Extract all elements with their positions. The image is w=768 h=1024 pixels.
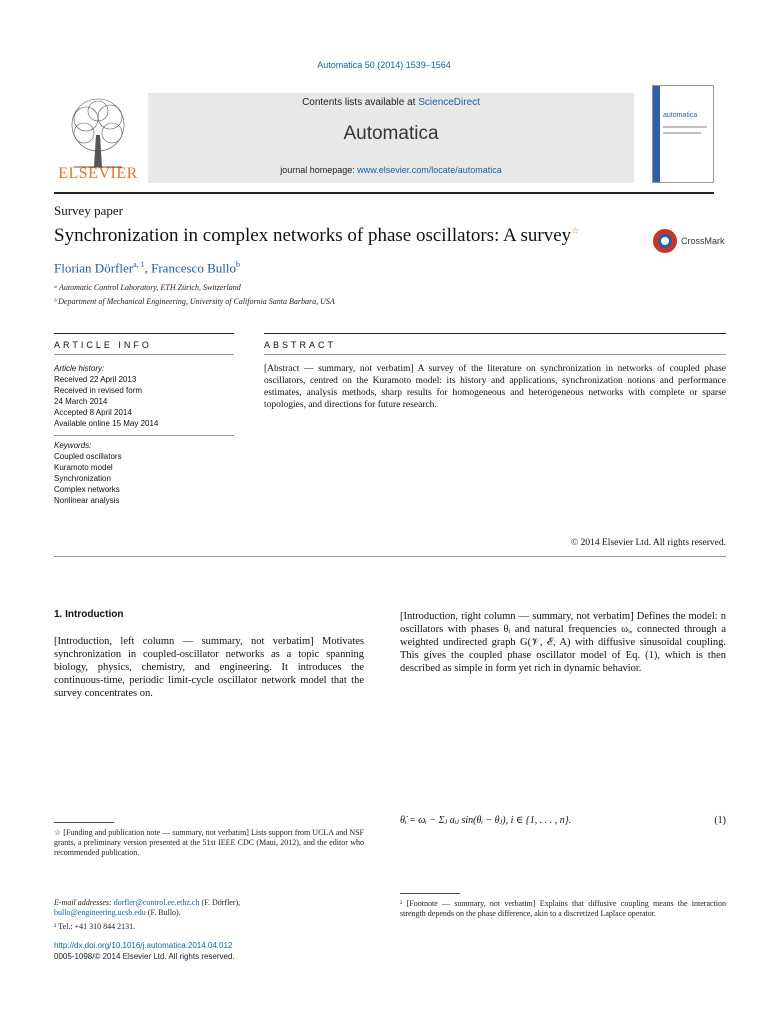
footnote-emails xyxy=(54,898,364,918)
history-online: Available online 15 May 2014 xyxy=(54,419,159,428)
email-dorfler-who: (F. Dörfler), xyxy=(199,898,241,907)
author-list xyxy=(54,260,240,276)
email-dorfler[interactable]: dorfler@control.ee.ethz.ch xyxy=(113,898,200,907)
abstract-rule xyxy=(264,333,726,334)
article-info-rule xyxy=(54,333,234,334)
history-label: Article history: xyxy=(54,364,105,373)
keywords-rule xyxy=(54,435,234,436)
email-bullo-who: (F. Bullo). xyxy=(145,908,181,917)
affiliation-b: ᵇ Department of Mechanical Engineering, University of California Santa Barbara, USA xyxy=(54,297,335,306)
history-accepted: Accepted 8 April 2014 xyxy=(54,408,132,417)
cover-stripe xyxy=(653,86,660,182)
footnote-star: ☆ [Funding and publication note — summary, not verbatim] Lists support from UCLA and NSF grants, a preliminary version presented at the 51st IEEE CDC (Maui, 2012), and the editor who recommended publication. xyxy=(54,828,364,857)
title-footnote-mark[interactable]: ☆ xyxy=(571,225,580,236)
intro-left-summary: [Introduction, left column — summary, not verbatim] Motivates synchronization in coupled-oscillator networks as a topic spanning biology, physics, chemistry, and engineering. It introduces the continuous-time, periodic limit-cycle oscillator network model that the survey concentrates on. xyxy=(54,636,364,699)
keywords-label: Keywords: xyxy=(54,441,92,450)
keyword: Nonlinear analysis xyxy=(54,496,120,505)
author-bullo[interactable]: Francesco Bullo xyxy=(151,260,236,276)
paper-title-text: Synchronization in complex networks of phase oscillators: A survey xyxy=(54,225,572,246)
history-received: Received 22 April 2013 xyxy=(54,375,137,384)
article-info-heading: ARTICLE INFO xyxy=(54,340,152,350)
homepage-line xyxy=(148,165,634,175)
abstract-copyright: © 2014 Elsevier Ltd. All rights reserved. xyxy=(571,538,726,548)
section-title-introduction: 1. Introduction xyxy=(54,609,124,620)
abstract-summary: [Abstract — summary, not verbatim] A survey of the literature on synchronization in networks of coupled phase oscillators, centred on the Kuramoto model: its history and applications, synchronization notions and performance estimates, analysis methods, sharp results for homogeneous and heterogeneous networks with complete or sparse topologies, and directions for future research. xyxy=(264,364,726,410)
crossmark-icon[interactable] xyxy=(653,229,677,253)
contents-line xyxy=(148,97,634,108)
intro-right-summary: [Introduction, right column — summary, not verbatim] Defines the model: n oscillators with phases θᵢ and natural frequencies ωᵢ, connected through a weighted undirected graph G(𝒱, ℰ, A) with diffusive sinusoidal coupling. This gives the coupled phase oscillator model of Eq. (1), which is then described as simple in form yet rich in dynamic behavior. xyxy=(400,611,726,674)
email-label: E-mail addresses: xyxy=(54,898,114,907)
journal-header-box xyxy=(148,93,634,183)
history-revised-date: 24 March 2014 xyxy=(54,397,108,406)
equation-1 xyxy=(400,815,726,826)
journal-title: Automatica xyxy=(343,123,439,144)
cover-line xyxy=(663,132,701,134)
email-bullo[interactable]: bullo@engineering.ucsb.edu xyxy=(54,908,146,917)
keyword: Synchronization xyxy=(54,474,111,483)
doi-link[interactable]: http://dx.doi.org/10.1016/j.automatica.2014.04.012 xyxy=(54,941,233,950)
intro-left-column xyxy=(54,608,364,700)
abstract-subrule xyxy=(264,354,726,355)
header-rule xyxy=(54,192,714,194)
crossmark-label[interactable]: CrossMark xyxy=(681,236,725,246)
abstract-bottom-rule xyxy=(54,556,726,557)
journal-homepage-link[interactable]: www.elsevier.com/locate/automatica xyxy=(357,165,502,175)
journal-reference[interactable]: Automatica 50 (2014) 1539–1564 xyxy=(317,60,451,70)
intro-right-column xyxy=(400,610,726,675)
masthead xyxy=(54,85,714,190)
paper-type: Survey paper xyxy=(54,203,123,218)
publisher-name: ELSEVIER xyxy=(58,165,138,182)
equation-number: (1) xyxy=(714,815,726,826)
keyword: Complex networks xyxy=(54,485,120,494)
contents-prefix: Contents lists available at xyxy=(302,97,419,108)
abstract-heading: ABSTRACT xyxy=(264,340,337,350)
cover-line xyxy=(663,126,707,128)
sciencedirect-link[interactable]: ScienceDirect xyxy=(418,97,480,108)
keyword: Coupled oscillators xyxy=(54,452,122,461)
author-dorfler[interactable]: Florian Dörfler xyxy=(54,260,134,276)
paper-title xyxy=(54,225,644,247)
footnote-2: ² [Footnote — summary, not verbatim] Explains that diffusive coupling means the interaction strength depends on the phase difference, akin to a discretized Laplace operator. xyxy=(400,899,726,918)
footnote-1: ¹ Tel.: +41 310 844 2131. xyxy=(54,922,136,931)
cover-title: automatica xyxy=(663,112,698,119)
equation-body: θ̇ᵢ = ωᵢ − Σⱼ aᵢⱼ sin(θᵢ − θⱼ), i ∈ {1, . . . , n}. xyxy=(400,815,572,826)
author-separator: , xyxy=(144,260,152,276)
issn-line: 0005-1098/© 2014 Elsevier Ltd. All rights reserved. xyxy=(54,952,235,961)
journal-cover-thumbnail xyxy=(652,85,714,183)
bottom-metadata xyxy=(54,940,235,962)
footnote-rule-left xyxy=(54,822,114,823)
article-info-subrule xyxy=(54,354,234,355)
article-info-column xyxy=(54,363,234,506)
affiliation-a: ᵃ Automatic Control Laboratory, ETH Zürich, Switzerland xyxy=(54,283,241,292)
author-dorfler-sup: a, 1 xyxy=(133,260,145,269)
keyword: Kuramoto model xyxy=(54,463,113,472)
footnote-rule-right xyxy=(400,893,460,894)
homepage-prefix: journal homepage: xyxy=(280,165,358,175)
author-bullo-sup: b xyxy=(235,260,240,269)
history-revised: Received in revised form xyxy=(54,386,143,395)
